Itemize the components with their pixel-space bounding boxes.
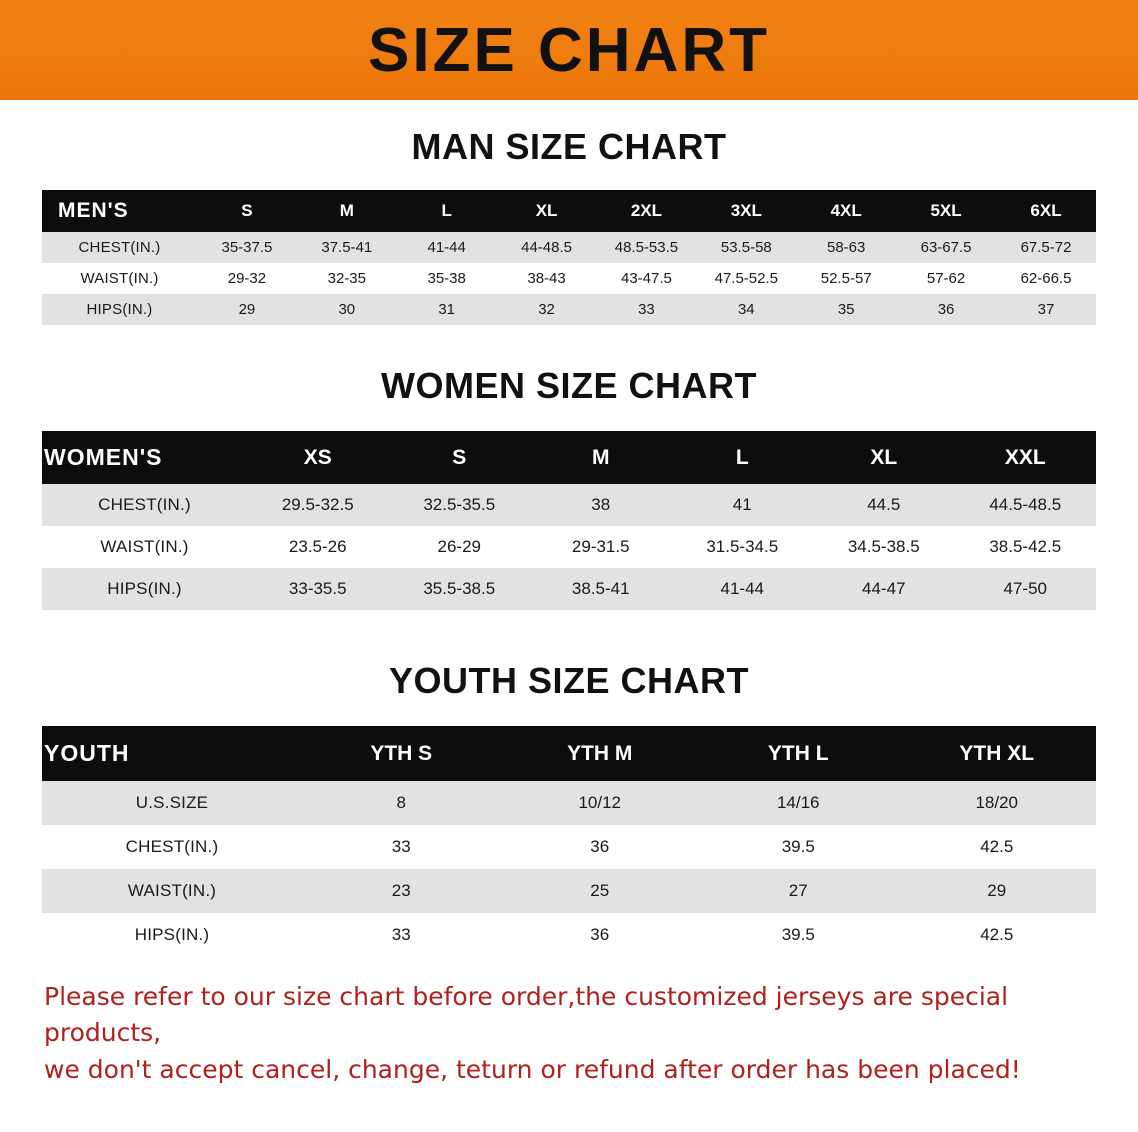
table-row	[42, 484, 1096, 526]
table-cell: 33	[302, 825, 501, 869]
table-cell: 34.5-38.5	[813, 526, 955, 568]
table-cell: 39.5	[699, 825, 898, 869]
table-cell: 29-32	[197, 263, 297, 294]
table-cell: 44-47	[813, 568, 955, 610]
table-header-row	[42, 431, 1096, 484]
women-size-table	[42, 431, 1096, 610]
table-cell: 29.5-32.5	[247, 484, 389, 526]
table-cell: 52.5-57	[796, 263, 896, 294]
man-header-cell: 2XL	[597, 190, 697, 232]
table-cell: 33-35.5	[247, 568, 389, 610]
table-cell: 38-43	[497, 263, 597, 294]
table-header-row	[42, 190, 1096, 232]
youth-section-title: YOUTH SIZE CHART	[388, 660, 749, 701]
women-section-title: WOMEN SIZE CHART	[381, 365, 757, 406]
table-cell: 32	[497, 294, 597, 325]
table-cell: 18/20	[898, 781, 1097, 825]
table-cell: 30	[297, 294, 397, 325]
youth-header-cell: YTH M	[501, 726, 700, 781]
row-label: CHEST(IN.)	[42, 825, 302, 869]
table-cell: 38.5-42.5	[955, 526, 1097, 568]
youth-header-cell: YOUTH	[42, 726, 302, 781]
table-cell: 36	[501, 825, 700, 869]
table-cell: 38.5-41	[530, 568, 672, 610]
man-header-cell: L	[397, 190, 497, 232]
man-header-cell: S	[197, 190, 297, 232]
women-header-cell: S	[389, 431, 531, 484]
table-cell: 27	[699, 869, 898, 913]
women-header-cell: L	[672, 431, 814, 484]
table-cell: 29	[898, 869, 1097, 913]
table-cell: 38	[530, 484, 672, 526]
women-header-cell: M	[530, 431, 672, 484]
table-cell: 35	[796, 294, 896, 325]
disclaimer-line-1: Please refer to our size chart before order,the customized jerseys are special products,	[44, 982, 1009, 1048]
man-header-cell: MEN'S	[42, 190, 197, 232]
table-cell: 62-66.5	[996, 263, 1096, 294]
row-label: CHEST(IN.)	[42, 484, 247, 526]
table-row	[42, 869, 1096, 913]
women-header-cell: XS	[247, 431, 389, 484]
table-cell: 57-62	[896, 263, 996, 294]
table-cell: 31	[397, 294, 497, 325]
youth-header-cell: YTH XL	[898, 726, 1097, 781]
table-cell: 23.5-26	[247, 526, 389, 568]
youth-table-body	[42, 781, 1096, 957]
table-cell: 35-38	[397, 263, 497, 294]
table-cell: 53.5-58	[696, 232, 796, 263]
row-label: HIPS(IN.)	[42, 913, 302, 957]
youth-table-head	[42, 726, 1096, 781]
table-cell: 44.5	[813, 484, 955, 526]
table-cell: 29	[197, 294, 297, 325]
banner	[0, 0, 1138, 100]
man-section-title: MAN SIZE CHART	[411, 126, 727, 167]
disclaimer-line-2: we don't accept cancel, change, teturn or refund after order has been placed!	[44, 1054, 1021, 1084]
table-row	[42, 781, 1096, 825]
women-table-head	[42, 431, 1096, 484]
man-header-cell: 3XL	[696, 190, 796, 232]
man-header-cell: 4XL	[796, 190, 896, 232]
table-cell: 37.5-41	[297, 232, 397, 263]
table-cell: 35-37.5	[197, 232, 297, 263]
youth-size-table	[42, 726, 1096, 957]
row-label: CHEST(IN.)	[42, 232, 197, 263]
women-table-wrapper	[42, 431, 1096, 610]
table-cell: 25	[501, 869, 700, 913]
table-cell: 58-63	[796, 232, 896, 263]
row-label: HIPS(IN.)	[42, 568, 247, 610]
table-header-row	[42, 726, 1096, 781]
table-row	[42, 232, 1096, 263]
table-cell: 41-44	[397, 232, 497, 263]
table-cell: 47-50	[955, 568, 1097, 610]
table-cell: 42.5	[898, 825, 1097, 869]
row-label: WAIST(IN.)	[42, 526, 247, 568]
table-cell: 42.5	[898, 913, 1097, 957]
banner-title: SIZE CHART	[368, 16, 770, 85]
table-row	[42, 825, 1096, 869]
row-label: HIPS(IN.)	[42, 294, 197, 325]
table-cell: 34	[696, 294, 796, 325]
man-table-wrapper	[42, 190, 1096, 325]
table-cell: 37	[996, 294, 1096, 325]
women-header-cell: XL	[813, 431, 955, 484]
man-table-body	[42, 232, 1096, 325]
disclaimer-note	[44, 979, 1098, 1088]
table-cell: 47.5-52.5	[696, 263, 796, 294]
table-cell: 32.5-35.5	[389, 484, 531, 526]
table-row	[42, 526, 1096, 568]
table-cell: 32-35	[297, 263, 397, 294]
table-cell: 8	[302, 781, 501, 825]
table-cell: 41	[672, 484, 814, 526]
row-label: WAIST(IN.)	[42, 869, 302, 913]
women-table-body	[42, 484, 1096, 610]
table-cell: 63-67.5	[896, 232, 996, 263]
youth-header-cell: YTH S	[302, 726, 501, 781]
table-row	[42, 568, 1096, 610]
man-header-cell: 5XL	[896, 190, 996, 232]
table-cell: 31.5-34.5	[672, 526, 814, 568]
table-cell: 35.5-38.5	[389, 568, 531, 610]
row-label: WAIST(IN.)	[42, 263, 197, 294]
man-table-head	[42, 190, 1096, 232]
table-row	[42, 913, 1096, 957]
table-cell: 33	[597, 294, 697, 325]
women-header-cell: WOMEN'S	[42, 431, 247, 484]
table-cell: 36	[896, 294, 996, 325]
table-cell: 44-48.5	[497, 232, 597, 263]
man-size-table	[42, 190, 1096, 325]
table-cell: 36	[501, 913, 700, 957]
youth-table-wrapper	[42, 726, 1096, 957]
man-header-cell: XL	[497, 190, 597, 232]
table-cell: 33	[302, 913, 501, 957]
table-cell: 23	[302, 869, 501, 913]
man-header-cell: 6XL	[996, 190, 1096, 232]
women-header-cell: XXL	[955, 431, 1097, 484]
table-cell: 67.5-72	[996, 232, 1096, 263]
table-cell: 29-31.5	[530, 526, 672, 568]
table-cell: 14/16	[699, 781, 898, 825]
youth-header-cell: YTH L	[699, 726, 898, 781]
row-label: U.S.SIZE	[42, 781, 302, 825]
table-row	[42, 294, 1096, 325]
table-cell: 43-47.5	[597, 263, 697, 294]
table-cell: 44.5-48.5	[955, 484, 1097, 526]
table-cell: 26-29	[389, 526, 531, 568]
table-cell: 48.5-53.5	[597, 232, 697, 263]
table-cell: 41-44	[672, 568, 814, 610]
man-header-cell: M	[297, 190, 397, 232]
table-cell: 10/12	[501, 781, 700, 825]
table-row	[42, 263, 1096, 294]
table-cell: 39.5	[699, 913, 898, 957]
